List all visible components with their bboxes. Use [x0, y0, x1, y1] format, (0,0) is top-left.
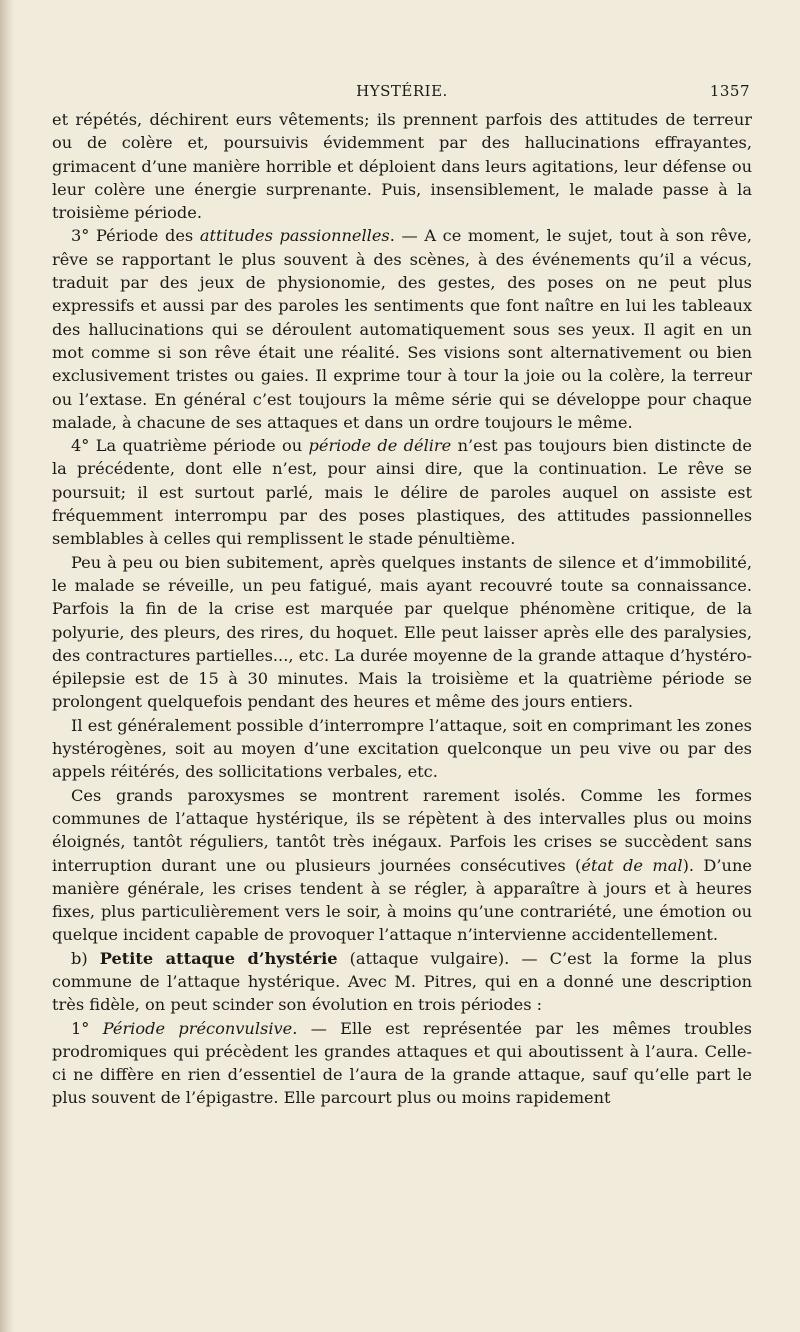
body-text — [52, 108, 752, 1110]
italic-text: état de mal — [581, 855, 683, 875]
italic-text: Période préconvulsive — [102, 1018, 293, 1038]
text-segment: Peu à peu ou bien subitement, après quelques instants de silence et d’immobilité, le malade se réveille, un peu fatigué, mais ayant recouvré toute sa connaissance. Parfois la fin de la crise est marquée par quelque phénomène critique, de la polyurie, des pleurs, des rires, du hoquet. Elle peut laisser après elle des paralysies, des contractures partielles..., etc. La durée moyenne de la grande attaque d’hystéro-épilepsie est de 15 à 30 minutes. Mais la troisième et la quatrième période se prolongent quelquefois pendant des heures et même des jours entiers. — [52, 552, 752, 712]
text-segment: ). D’une manière générale, les crises tendent à se régler, à apparaître à jours et à heures fixes, plus particulièrement vers le soir, à moins qu’une contrariété, une émotion ou quelque incident capable de provoquer l’attaque n’intervienne accidentellement. — [52, 855, 752, 945]
page-number: 1357 — [709, 82, 750, 100]
text-segment: 4° La quatrième période ou — [71, 436, 309, 456]
text-segment: b) — [71, 948, 100, 968]
text-segment: n’est pas toujours bien distincte de la précédente, dont elle n’est, pour ainsi dire, que la continuation. Le rêve se poursuit; il est surtout parlé, mais le délire de paroles auquel on assiste est fréquemment interrompu par des poses plastiques, des attitudes passionnelles semblables à celles qui remplissent le stade pénultième. — [52, 436, 752, 549]
text-segment: . — A ce moment, le sujet, tout à son rêve, rêve se rapportant le plus souvent à des scènes, à des événements qu’il a vécus, traduit par des jeux de physionomie, des gestes, des poses on ne peut plus expressifs et aussi par des paroles les sentiments que font naître en lui les tableaux des hallucinations qui se déroulent automatiquement sous ses yeux. Il agit en un mot comme si son rêve était une réalité. Ses visions sont alternativement ou bien exclusivement tristes ou gaies. Il exprime tour à tour la joie ou la colère, la terreur ou l’extase. En général c’est toujours la même série qui se développe pour chaque malade, à chacune de ses attaques et dans un ordre toujours le même. — [52, 226, 752, 432]
running-head — [52, 82, 752, 108]
paragraph — [52, 434, 752, 550]
book-page — [52, 82, 752, 1312]
paragraph — [52, 551, 752, 714]
page-spine-shadow — [0, 0, 14, 1332]
paragraph — [52, 947, 752, 1017]
paragraph — [52, 784, 752, 947]
text-segment: et répétés, déchirent eurs vêtements; ils prennent parfois des attitudes de terreur ou de colère et, poursuivis évidemment par des hallucinations effrayantes, grimacent d’une manière horrible et déploient dans leurs agitations, leur défense ou leur colère une énergie surprenante. Puis, insensiblement, le malade passe à la troisième période. — [52, 110, 752, 223]
italic-text: attitudes passionnelles — [199, 226, 390, 246]
paragraph — [52, 224, 752, 434]
paragraph — [52, 1017, 752, 1110]
text-segment: Il est généralement possible d’interrompre l’attaque, soit en comprimant les zones hystérogènes, soit au moyen d’une excitation quelconque un peu vive ou par des appels réitérés, des sollicitations verbales, etc. — [52, 715, 752, 782]
text-segment: 1° — [71, 1018, 103, 1038]
text-segment: 3° Période des — [71, 226, 200, 246]
text-segment: (attaque vulgaire). — C’est la forme la plus commune de l’attaque hystérique. Avec M. Pitres, qui en a donné une description très fidèle, on peut scinder son évolution en trois périodes : — [52, 948, 752, 1015]
text-segment: Ces grands paroxysmes se montrent rarement isolés. Comme les formes communes de l’attaque hystérique, ils se répètent à des intervalles plus ou moins éloignés, tantôt réguliers, tantôt très inégaux. Parfois les crises se succèdent sans interruption durant une ou plusieurs journées consécutives ( — [52, 785, 752, 875]
bold-heading-text: Petite attaque d’hystérie — [99, 948, 338, 968]
paragraph — [52, 108, 752, 224]
text-segment: . — Elle est représentée par les mêmes troubles prodromiques qui précèdent les grandes attaques et qui aboutissent à l’aura. Celle-ci ne diffère en rien d’essentiel de l’aura de la grande attaque, sauf qu’elle part le plus souvent de l’épigastre. Elle parcourt plus ou moins rapidement — [52, 1018, 752, 1108]
italic-text: période de délire — [308, 436, 452, 456]
paragraph — [52, 714, 752, 784]
running-head-title: HYSTÉRIE. — [356, 82, 448, 100]
